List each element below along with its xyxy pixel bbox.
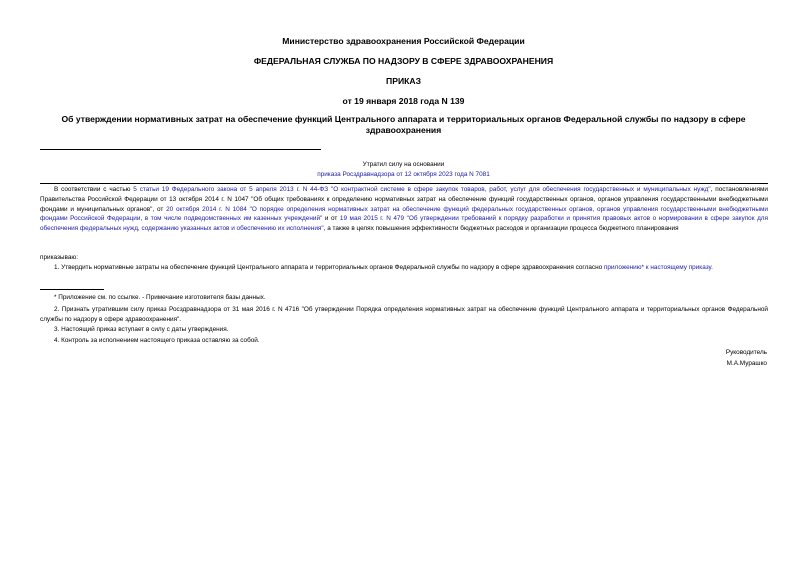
item-1: 1. Утвердить нормативные затраты на обеспечение функций Центрального аппарата и территориальных органов Федеральной службы по надзору в сфере здравоохранения согласно приложению* к настоящему приказу.	[54, 264, 713, 271]
service-name: ФЕДЕРАЛЬНАЯ СЛУЖБА ПО НАДЗОРУ В СФЕРЕ ЗДРАВООХРАНЕНИЯ	[253, 56, 554, 66]
footnote: * Приложение см. по ссылке. - Примечание изготовителя базы данных.	[54, 294, 266, 301]
item-3: 3. Настоящий приказ вступает в силу с даты утверждения.	[54, 326, 229, 333]
status-link[interactable]: приказа Росздравнадзора от 12 октября 2023 года N 7081	[317, 170, 490, 178]
appendix-link[interactable]: приложению* к настоящему приказу.	[603, 264, 713, 271]
status-note	[40, 160, 767, 180]
document-date-number: от 19 января 2018 года N 139	[342, 96, 465, 106]
signatory-name: М.А.Мурашко	[726, 360, 767, 367]
divider-main	[40, 183, 768, 184]
law-article-link[interactable]: 5 статьи 19 Федерального закона от 5 апреля 2013 г. N 44-ФЗ	[133, 186, 329, 193]
status-label: Утратил силу на основании	[362, 161, 445, 168]
item-4: 4. Контроль за исполнением настоящего приказа оставляю за собой.	[54, 337, 260, 344]
decree-1084-link[interactable]: 20 октября 2014 г. N 1084 "О порядке определения нормативных затрат на обеспечение функций федеральных государственных органов, органов управления государственными внебюджетными фондами Российской Федерации, в том числе подведомственных им казенных учреждений"	[40, 205, 768, 223]
document-type: ПРИКАЗ	[386, 76, 421, 86]
signatory-position: Руководитель	[725, 349, 767, 356]
footnote-divider	[40, 289, 104, 290]
item-2: 2. Признать утратившим силу приказ Росздравнадзора от 31 мая 2016 г. N 4716 "Об утверждении Порядка определения нормативных затрат на обеспечение функций Центрального аппарата и территориальных органов Федеральной службы по надзору в сфере здравоохранения".	[40, 306, 768, 323]
document-title: Об утверждении нормативных затрат на обеспечение функций Центрального аппарата и территориальных органов Федеральной службы по надзору в сфере здравоохранения	[61, 114, 746, 135]
preamble-paragraph: В соответствии с частью 5 статьи 19 Федерального закона от 5 апреля 2013 г. N 44-ФЗ "О контрактной системе в сфере закупок товаров, работ, услуг для обеспечения государственных и муниципальных нужд", постановлениями Правительства Российской Федерации от 13 октября 2014 г. N 1047 "Об общих требованиях к определению нормативных затрат на обеспечение функций государственных органов, органов управления государственными внебюджетными фондами и муниципальных органов", от 20 октября 2014 г. N 1084 "О порядке определения нормативных затрат на обеспечение функций федеральных государственных органов, органов управления государственными внебюджетными фондами Российской Федерации, в том числе подведомственных им казенных учреждений" и от 19 мая 2015 г. N 479 "Об утверждении требований к порядку разработки и принятия правовых актов о нормировании в сфере закупок для обеспечения федеральных нужд, содержанию указанных актов и обеспечению их исполнения", а также в целях повышения эффективности бюджетных расходов и организации процесса бюджетного планирования	[40, 186, 768, 233]
ministry-name: Министерство здравоохранения Российской Федерации	[282, 36, 525, 46]
decree-479-link[interactable]: 19 мая 2015 г. N 479 "Об утверждении требований к порядку разработки и принятия правовых актов о нормировании в сфере закупок для обеспечения федеральных нужд, содержанию указанных актов и обеспечению их исполнения"	[40, 215, 768, 233]
order-word: приказываю:	[40, 254, 78, 261]
law-44fz-link[interactable]: "О контрактной системе в сфере закупок товаров, работ, услуг для обеспечения государственных и муниципальных нужд"	[331, 186, 711, 193]
divider-top	[40, 149, 321, 150]
